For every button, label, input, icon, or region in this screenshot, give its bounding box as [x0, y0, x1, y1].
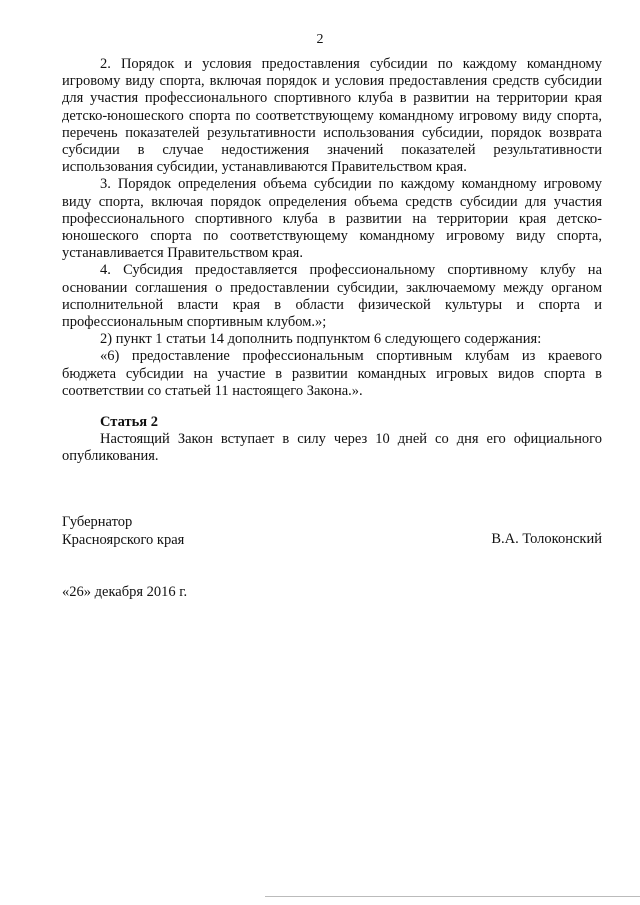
paragraph-subpoint-6: «6) предоставление профессиональным спортивным клубам из краевого бюджета субсидии на участие в развитии командных игровых видов спорта в соответствии со статьей 11 настоящего Закона.».	[62, 348, 602, 399]
signatory-title-line1: Губернатор	[62, 514, 133, 530]
article-heading: Статья 2	[100, 414, 158, 430]
page-number: 2	[316, 32, 324, 47]
paragraph-item-4: 4. Субсидия предоставляется профессиональному спортивному клубу на основании соглашения о предоставлении субсидии, заключаемому между органом исполнительной власти края в области физической культуры и спорта и профессиональным спортивным клубом.»;	[62, 262, 602, 331]
signatory-title	[62, 513, 184, 549]
paragraph-item-3: 3. Порядок определения объема субсидии по каждому командному игровому виду спорта, включая порядок определения объема средств субсидии для участия профессионального спортивного клуба в развитии на территории края детско-юношеского спорта по соответствующему командному игровому виду спорта, устанавливается Правительством края.	[62, 176, 602, 262]
paragraph-item-2: 2. Порядок и условия предоставления субсидии по каждому командному игровому виду спорта, включая порядок и условия предоставления средств субсидии для участия профессионального спортивного клуба в развитии на территории края детско-юношеского спорта по соответствующему командному игровому виду спорта, перечень показателей результативности использования субсидии, порядок возврата субсидии в случае недостижения значений показателей результативности использования субсидии, устанавливаются Правительством края.	[62, 56, 602, 176]
signing-date: «26» декабря 2016 г.	[62, 584, 188, 600]
signatory-title-line2: Красноярского края	[62, 532, 185, 548]
paragraph-amendment-2: 2) пункт 1 статьи 14 дополнить подпунктом 6 следующего содержания:	[100, 331, 542, 348]
article-text: Настоящий Закон вступает в силу через 10 дней со дня его официального опубликования.	[62, 431, 602, 465]
signatory-name: В.А. Толоконский	[491, 531, 602, 547]
body-text	[62, 56, 602, 400]
bottom-divider	[265, 896, 640, 897]
